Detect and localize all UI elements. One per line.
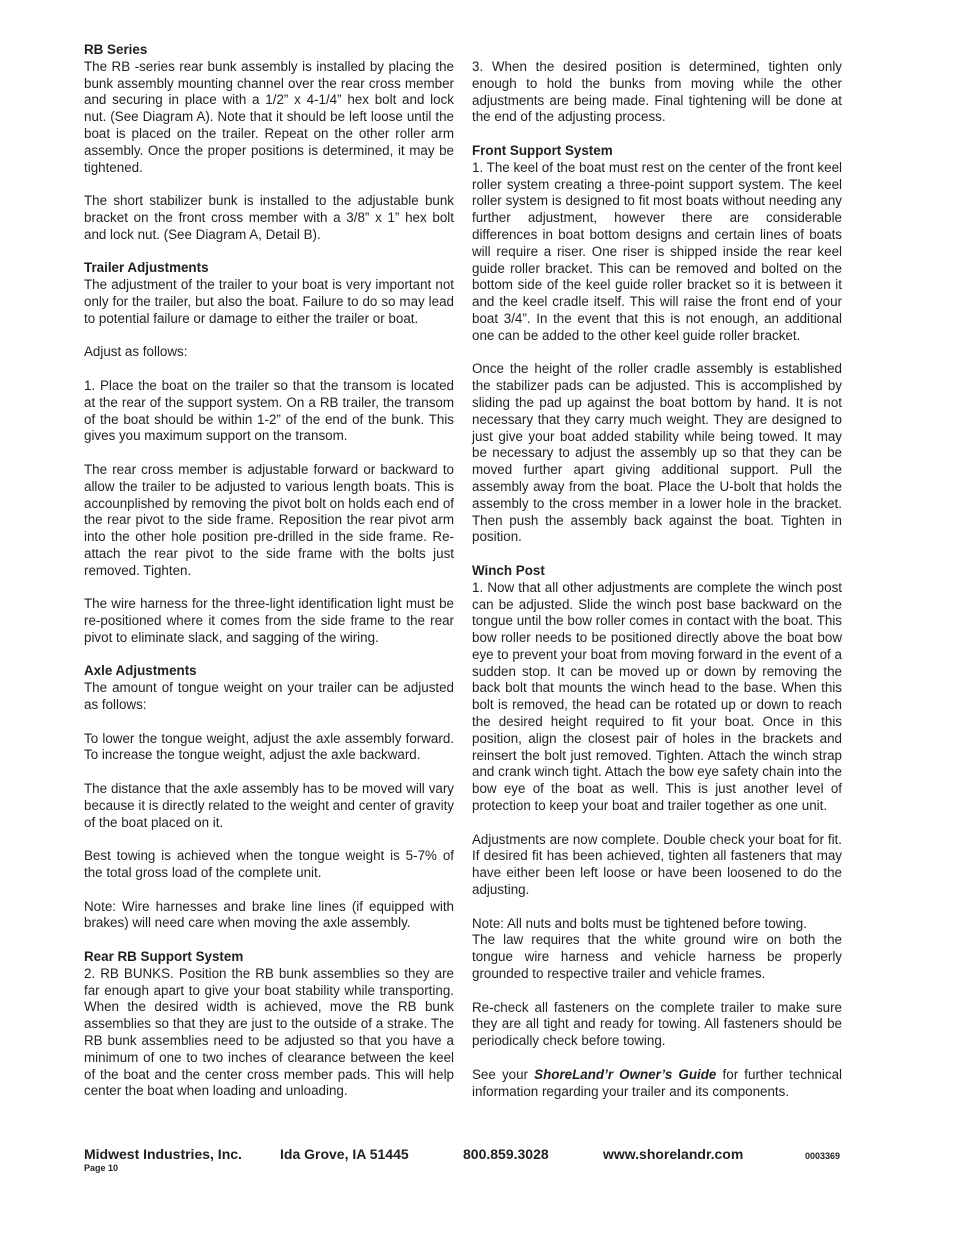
winch-post-paragraph-1: 1. Now that all other adjustments are complete the winch post can be adjusted. Slide the winch post base backward on the tongue until the bow roller comes in contact with the boat. This bow roller needs to be positioned directly above the boat bow eye to prevent your boat from moving forward in the event of a sudden stop. It can be moved up or down by removing the back bolt that mounts the winch head to the base. When this bolt is removed, the head can be rotated up or down to reach the desired height required to fit your boat. Once in this position, align the closest pair of holes in the brackets and reinsert the bolt just removed. Tighten. Attach the winch strap and crank winch tight. Attach the bow eye safety chain into the bow eye of the boat as well. This is just another level of protection to keep your boat and trailer together as one unit. [472,579,842,814]
owners-guide-paragraph [472,1067,842,1101]
axle-adjustments-paragraph-2: To lower the tongue weight, adjust the axle assembly forward. To increase the tongue weight, adjust the axle backward. [84,730,454,763]
owners-guide-title: ShoreLand’r Owner’s Guide [534,1066,717,1082]
winch-post-heading: Winch Post [472,562,545,578]
footer-document-code: 0003369 [805,1151,841,1161]
bunk-tighten-paragraph: 3. When the desired position is determined, tighten only enough to hold the bunks from moving while the other adjustments are being made. Final tightening will be done at the end of the adjusting process. [472,59,842,125]
owners-guide-suffix: for further technical information regarding your trailer and its components. [472,1066,842,1099]
axle-adjustments-paragraph-4: Best towing is achieved when the tongue weight is 5-7% of the total gross load of the complete unit. [84,848,454,881]
winch-post-paragraph-2: Adjustments are now complete. Double check your boat for fit. If desired fit has been achieved, tighten all fasteners that may have either been left loose or have been loosened to do the adjusting. [472,831,842,898]
footer-website: www.shorelandr.com [603,1146,744,1162]
front-support-paragraph-2: Once the height of the roller cradle assembly is established the stabilizer pads can be adjusted. This is accomplished by sliding the pad up against the boat bottom by hand. It is not necessary that they carry much weight. They are designed to just give your boat added stability while being towed. It may be necessary to adjust the assembly up so that they can be moved further apart giving additional support. Pull the assembly away from the boat. Place the U-bolt that holds the assembly to the cross member in a lower hole in the bracket. Then push the assembly back against the boat. Tighten in position. [472,361,842,545]
trailer-adjustments-paragraph-5: The wire harness for the three-light identification light must be re-positioned where it comes from the side frame to the rear pivot to eliminate slack, and sagging of the wiring. [84,596,454,645]
recheck-paragraph: Re-check all fasteners on the complete trailer to make sure they are all tight and ready for towing. All fasteners should be periodically check before towing. [472,999,842,1049]
axle-adjustments-paragraph-3: The distance that the axle assembly has to be moved will vary because it is directly related to the weight and center of gravity of the boat placed on it. [84,781,454,830]
note-paragraph-1: Note: All nuts and bolts must be tightened before towing. [472,915,807,931]
trailer-adjustments-paragraph-1: The adjustment of the trailer to your boat is very important not only for the trailer, but also the boat. Failure to do so may lead to potential failure or damage to either the trailer or boat. [84,277,454,326]
note-paragraph-2: The law requires that the white ground wire on both the tongue wire harness and vehicle harness be properly grounded to respective trailer and vehicle frames. [472,932,842,982]
owners-guide-prefix: See your [472,1066,535,1082]
right-column [472,59,842,1100]
page-number: Page 10 [84,1163,119,1173]
footer-phone: 800.859.3028 [463,1146,549,1162]
rb-series-paragraph-1: The RB -series rear bunk assembly is installed by placing the bunk assembly mounting channel over the rear cross member and securing in place with a 1/2” x 4-1/4” hex bolt and lock nut. (See Diagram A). Note that it should be left loose until the boat is placed on the trailer. Repeat on the other roller arm assembly. Once the proper positions is determined, it may be tightened. [84,58,454,175]
front-support-paragraph-1: 1. The keel of the boat must rest on the center of the front keel roller system creating a three-point support system. The keel roller system is designed to fit most boats without needing any further adjustment, however there are considerable differences in boat bottom designs and certain lines of boats will require a riser. One riser is shipped inside the rear keel guide roller bracket. This can be removed and bolted on the bottom side of the keel guide roller bracket so it is between it and the keel cradle itself. This will raise the front end of your boat 3/4”. In the event that this is not enough, an additional one can be added to the other keel guide roller bracket. [472,159,842,343]
left-column [84,42,454,1100]
footer-city: Ida Grove, IA 51445 [280,1146,409,1162]
trailer-adjustments-paragraph-3: 1. Place the boat on the trailer so that the transom is located at the rear of the support system. On a RB trailer, the transom of the boat should be within 1-2” of the end of the bunk. This gives you maximum support on the transom. [84,377,454,444]
rb-series-heading: RB Series [84,42,148,57]
footer-company: Midwest Industries, Inc. [84,1146,242,1162]
rb-series-paragraph-2: The short stabilizer bunk is installed to the adjustable bunk bracket on the front cross member with a 3/8” x 1” hex bolt and lock nut. (See Diagram A, Detail B). [84,193,454,242]
axle-adjustments-heading: Axle Adjustments [84,663,197,679]
trailer-adjustments-paragraph-4: The rear cross member is adjustable forward or backward to allow the trailer to be adjusted to various length boats. This is accounplished by removing the pivot bolt on holds each end of the rear pivot to the side frame. Reposition the rear pivot arm into the other hole position pre-drilled in the side frame. Re-attach the rear pivot to the side frame with the bolts just removed. Tighten. [84,461,454,578]
rear-rb-support-paragraph-1: 2. RB BUNKS. Position the RB bunk assemblies so they are far enough apart to give your boat stability while transporting. When the desired width is achieved, move the RB bunk assemblies so that they are just to the outside of a strake. The RB bunk assemblies need to be adjusted so that you have a minimum of one to two inches of clearance between the keel of the boat and the center cross member pads. This will help center the boat when loading and unloading. [84,965,454,1099]
page-footer [84,1146,844,1166]
front-support-heading: Front Support System [472,142,613,158]
rear-rb-support-heading: Rear RB Support System [84,949,244,965]
axle-adjustments-paragraph-1: The amount of tongue weight on your trailer can be adjusted as follows: [84,680,454,713]
axle-adjustments-paragraph-5: Note: Wire harnesses and brake line lines (if equipped with brakes) will need care when moving the axle assembly. [84,898,454,931]
trailer-adjustments-paragraph-2: Adjust as follows: [84,344,188,360]
trailer-adjustments-heading: Trailer Adjustments [84,260,209,276]
